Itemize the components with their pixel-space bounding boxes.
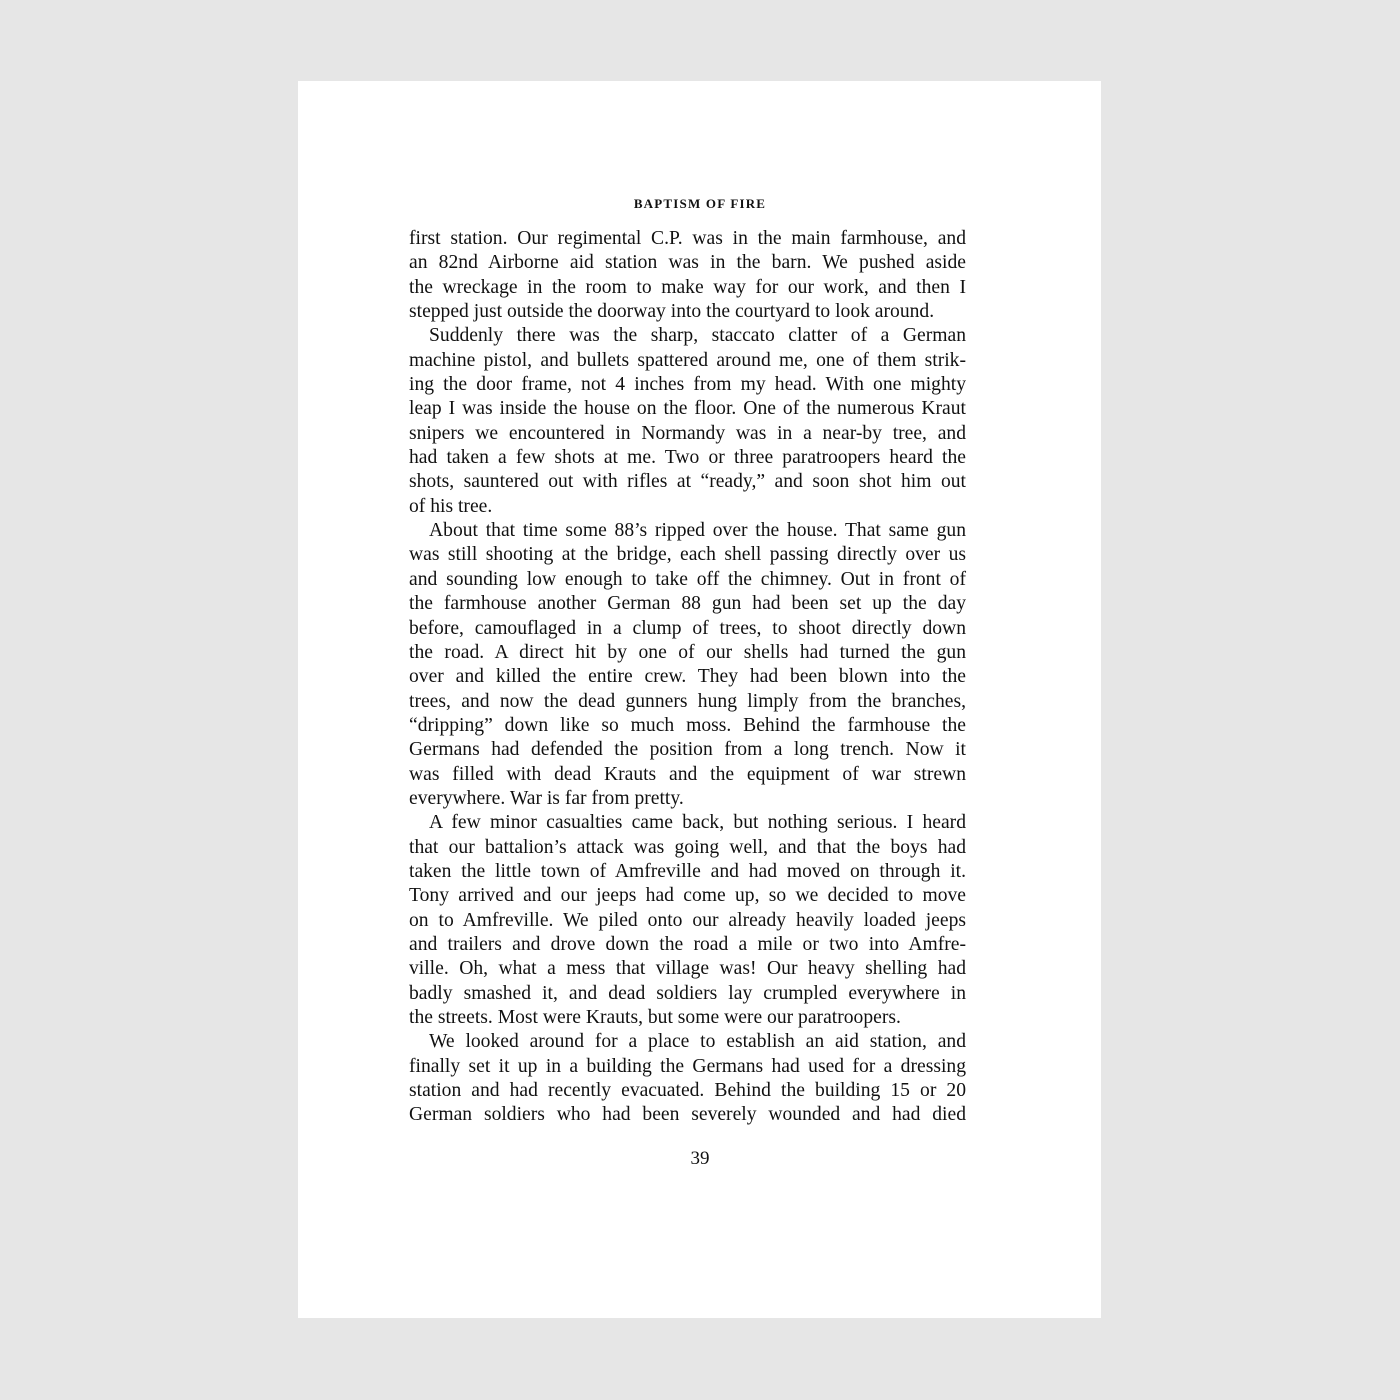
- text-line: shots, sauntered out with rifles at “ready,” and soon shot him out: [409, 471, 966, 493]
- text-line: and sounding low enough to take off the chimney. Out in front of: [409, 568, 966, 590]
- text-line: on to Amfreville. We piled onto our already heavily loaded jeeps: [409, 909, 966, 931]
- text-line: station and had recently evacuated. Behind the building 15 or 20: [409, 1080, 966, 1102]
- text-line: was filled with dead Krauts and the equipment of war strewn: [409, 763, 966, 785]
- text-line: Suddenly there was the sharp, staccato clatter of a German: [429, 325, 966, 347]
- text-line: of his tree.: [409, 495, 493, 517]
- text-line: taken the little town of Amfreville and had moved on through it.: [409, 860, 966, 882]
- text-line: the wreckage in the room to make way for our work, and then I: [409, 276, 966, 298]
- text-line: was still shooting at the bridge, each shell passing directly over us: [409, 544, 966, 566]
- text-line: the farmhouse another German 88 gun had been set up the day: [409, 593, 966, 615]
- text-line: Germans had defended the position from a long trench. Now it: [409, 739, 966, 761]
- text-line: the road. A direct hit by one of our shells had turned the gun: [409, 641, 966, 663]
- text-line: A few minor casualties came back, but nothing serious. I heard: [429, 812, 966, 834]
- text-line: trees, and now the dead gunners hung limply from the branches,: [409, 690, 966, 712]
- text-line: ing the door frame, not 4 inches from my head. With one mighty: [409, 374, 966, 396]
- text-line: the streets. Most were Krauts, but some were our paratroopers.: [409, 1007, 901, 1028]
- text-line: Tony arrived and our jeeps had come up, so we decided to move: [409, 885, 966, 907]
- text-line: German soldiers who had been severely wounded and had died: [409, 1104, 966, 1126]
- body-text: [409, 227, 966, 1128]
- text-line: before, camouflaged in a clump of trees, to shoot directly down: [409, 617, 966, 639]
- text-line: We looked around for a place to establish an aid station, and: [429, 1031, 966, 1053]
- text-line: “dripping” down like so much moss. Behind the farmhouse the: [409, 714, 966, 736]
- running-head: BAPTISM OF FIRE: [633, 196, 767, 211]
- text-line: machine pistol, and bullets spattered around me, one of them strik-: [409, 349, 966, 371]
- text-line: ville. Oh, what a mess that village was! Our heavy shelling had: [409, 958, 966, 980]
- text-line: an 82nd Airborne aid station was in the barn. We pushed aside: [409, 252, 966, 274]
- text-line: first station. Our regimental C.P. was in the main farmhouse, and: [409, 228, 966, 249]
- text-line: finally set it up in a building the Germans had used for a dressing: [409, 1055, 966, 1077]
- text-line: stepped just outside the doorway into the courtyard to look around.: [409, 301, 935, 323]
- text-line: that our battalion’s attack was going well, and that the boys had: [409, 836, 966, 858]
- text-line: over and killed the entire crew. They had been blown into the: [409, 666, 966, 688]
- text-line: and trailers and drove down the road a mile or two into Amfre-: [409, 933, 966, 955]
- text-line: leap I was inside the house on the floor. One of the numerous Kraut: [409, 398, 966, 420]
- page-number: 39: [690, 1148, 710, 1169]
- text-line: snipers we encountered in Normandy was in a near-by tree, and: [409, 422, 966, 444]
- text-line: had taken a few shots at me. Two or three paratroopers heard the: [409, 447, 966, 469]
- text-line: everywhere. War is far from pretty.: [409, 787, 684, 809]
- text-line: About that time some 88’s ripped over the house. That same gun: [429, 520, 966, 542]
- text-line: badly smashed it, and dead soldiers lay crumpled everywhere in: [409, 982, 966, 1004]
